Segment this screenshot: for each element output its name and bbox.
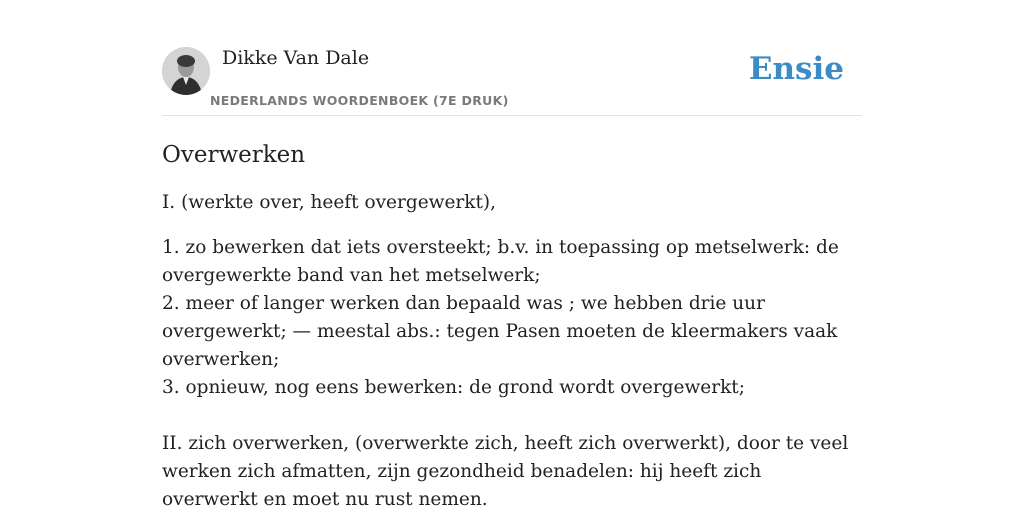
- definition-item: 2. meer of langer werken dan bepaald was ; we hebben drie uur overgewerkt; — meestal abs.: tegen Pasen moeten de kleermakers vaak overwerken;: [162, 293, 838, 370]
- definition-item: II. zich overwerken, (overwerkte zich, heeft zich overwerkt), door te veel werken zich afmatten, zijn gezondheid benadelen: hij heeft zich overwerkt en moet nu rust nemen.: [162, 433, 849, 510]
- ensie-logo-link[interactable]: Ensie: [748, 51, 844, 87]
- entry-title: Overwerken: [162, 142, 306, 168]
- paragraph-spacer: [162, 402, 862, 430]
- entry-card: [162, 40, 862, 514]
- author-portrait-image: [162, 47, 210, 95]
- author-avatar[interactable]: [162, 47, 210, 95]
- entry-header: [162, 40, 862, 116]
- definition-item: 1. zo bewerken dat iets oversteekt; b.v. in toepassing op metselwerk: de overgewerkte band van het metselwerk;: [162, 237, 839, 286]
- author-name[interactable]: Dikke Van Dale: [222, 47, 370, 69]
- source-label: NEDERLANDS WOORDENBOEK (7E DRUK): [210, 93, 509, 108]
- definition-list: [162, 234, 862, 514]
- sense-intro: I. (werkte over, heeft overgewerkt),: [162, 192, 497, 213]
- definition-item: 3. opnieuw, nog eens bewerken: de grond wordt overgewerkt;: [162, 377, 745, 398]
